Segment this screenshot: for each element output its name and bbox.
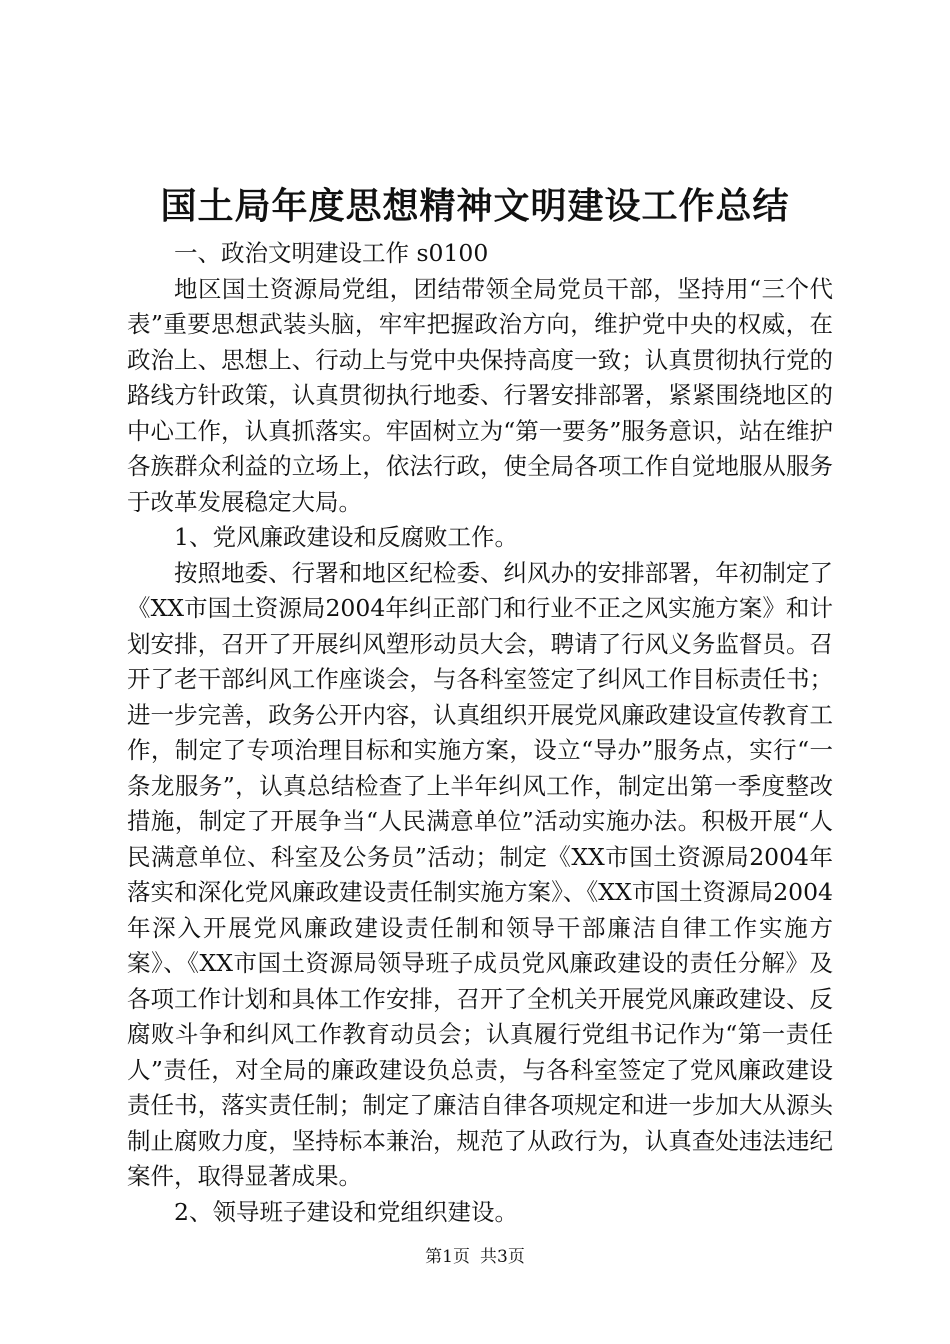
page-number: 第1页 [425, 1247, 470, 1267]
paragraph-overview: 地区国土资源局党组，团结带领全局党员干部，坚持用“三个代表”重要思想武装头脑，牢牢把握政治方向，维护党中央的权威，在政治上、思想上、行动上与党中央保持高度一致；认真贯彻执行党的路线方针政策，认真贯彻执行地委、行署安排部署，紧紧围绕地区的中心工作，认真抓落实。牢固树立为“第一要务”服务意识，站在维护各族群众利益的立场上，依法行政，使全局各项工作自觉地服从服务于改革发展稳定大局。 [127, 274, 833, 516]
page-total: 共3页 [480, 1247, 525, 1267]
document-title: 国土局年度思想精神文明建设工作总结 [160, 185, 790, 227]
paragraph-anticorruption: 按照地委、行署和地区纪检委、纠风办的安排部署，年初制定了《XX市国土资源局2004年纠正部门和行业不正之风实施方案》和计划安排，召开了开展纠风塑形动员大会，聘请了行风义务监督员。召开了老干部纠风工作座谈会，与各科室签定了纠风工作目标责任书；进一步完善，政务公开内容，认真组织开展党风廉政建设宣传教育工作，制定了专项治理目标和实施方案，设立“导办”服务点，实行“一条龙服务”，认真总结检查了上半年纠风工作，制定出第一季度整改措施，制定了开展争当“人民满意单位”活动实施办法。积极开展“人民满意单位、科室及公务员”活动；制定《XX市国土资源局2004年落实和深化党风廉政建设责任制实施方案》、《XX市国土资源局2004年深入开展党风廉政建设责任制和领导干部廉洁自律工作实施方案》、《XX市国土资源局领导班子成员党风廉政建设的责任分解》及各项工作计划和具体工作安排，召开了全机关开展党风廉政建设、反腐败斗争和纠风工作教育动员会；认真履行党组书记作为“第一责任人”责任，对全局的廉政建设负总责，与各科室签定了党风廉政建设责任书，落实责任制；制定了廉洁自律各项规定和进一步加大从源头制止腐败力度，坚持标本兼治，规范了从政行为，认真查处违法违纪案件，取得显著成果。 [127, 558, 833, 1190]
subsection-heading-anticorruption: 1、党风廉政建设和反腐败工作。 [174, 523, 518, 551]
subsection-heading-leadership: 2、领导班子建设和党组织建设。 [174, 1197, 518, 1226]
page-footer [0, 1245, 950, 1269]
document-body [127, 236, 833, 1230]
section-heading-political: 一、政治文明建设工作 s0100 [174, 239, 489, 267]
